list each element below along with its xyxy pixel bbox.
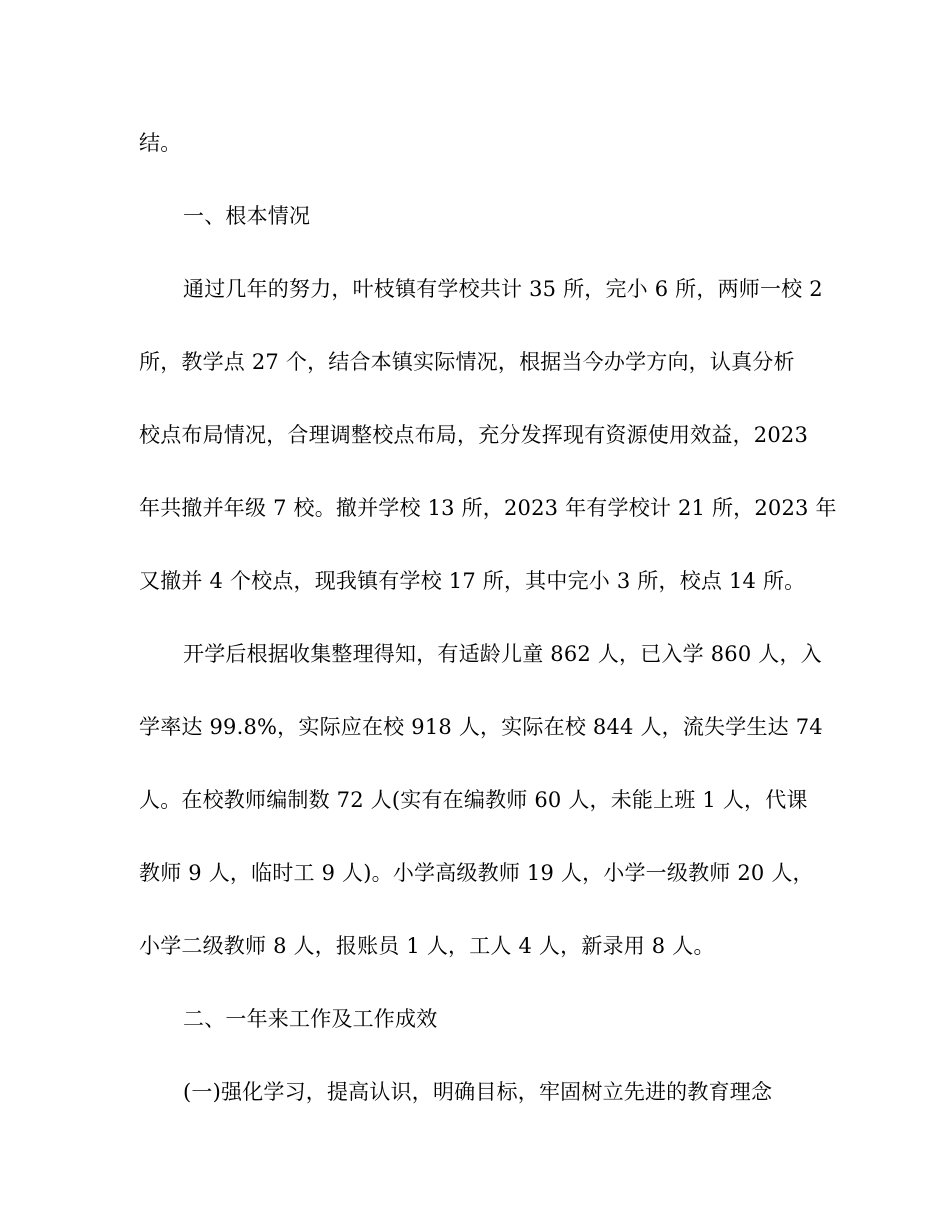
paragraph-1-line-2: 所，教学点 27 个，结合本镇实际情况，根据当今办学方向，认真分析 xyxy=(139,350,795,374)
paragraph-1-line-4: 年共撤并年级 7 校。撤并学校 13 所，2023 年有学校计 21 所，2023 年 xyxy=(139,496,837,520)
paragraph-2-line-3: 人。在校教师编制数 72 人(实有在编教师 60 人，未能上班 1 人，代课 xyxy=(139,788,808,812)
paragraph-2-line-2: 学率达 99.8%，实际应在校 918 人，实际在校 844 人，流失学生达 74 xyxy=(139,715,823,739)
paragraph-2-line-1: 开学后根据收集整理得知，有适龄儿童 862 人，已入学 860 人，入 xyxy=(183,642,822,666)
paragraph-1-line-1: 通过几年的努力，叶枝镇有学校共计 35 所，完小 6 所，两师一校 2 xyxy=(183,277,823,301)
paragraph-1-line-3: 校点布局情况，合理调整校点布局，充分发挥现有资源使用效益，2023 xyxy=(139,423,809,447)
paragraph-1-line-5: 又撤并 4 个校点，现我镇有学校 17 所，其中完小 3 所，校点 14 所。 xyxy=(139,569,806,593)
section-heading-2: 二、一年来工作及工作成效 xyxy=(183,1007,438,1031)
paragraph-2-line-5: 小学二级教师 8 人，报账员 1 人，工人 4 人，新录用 8 人。 xyxy=(139,934,715,958)
section-heading-1: 一、根本情况 xyxy=(183,204,311,228)
subsection-heading-1: (一)强化学习，提高认识，明确目标，牢固树立先进的教育理念 xyxy=(183,1080,773,1104)
text-line-continuation: 结。 xyxy=(139,131,182,155)
paragraph-2-line-4: 教师 9 人，临时工 9 人)。小学高级教师 19 人，小学一级教师 20 人， xyxy=(139,861,814,885)
